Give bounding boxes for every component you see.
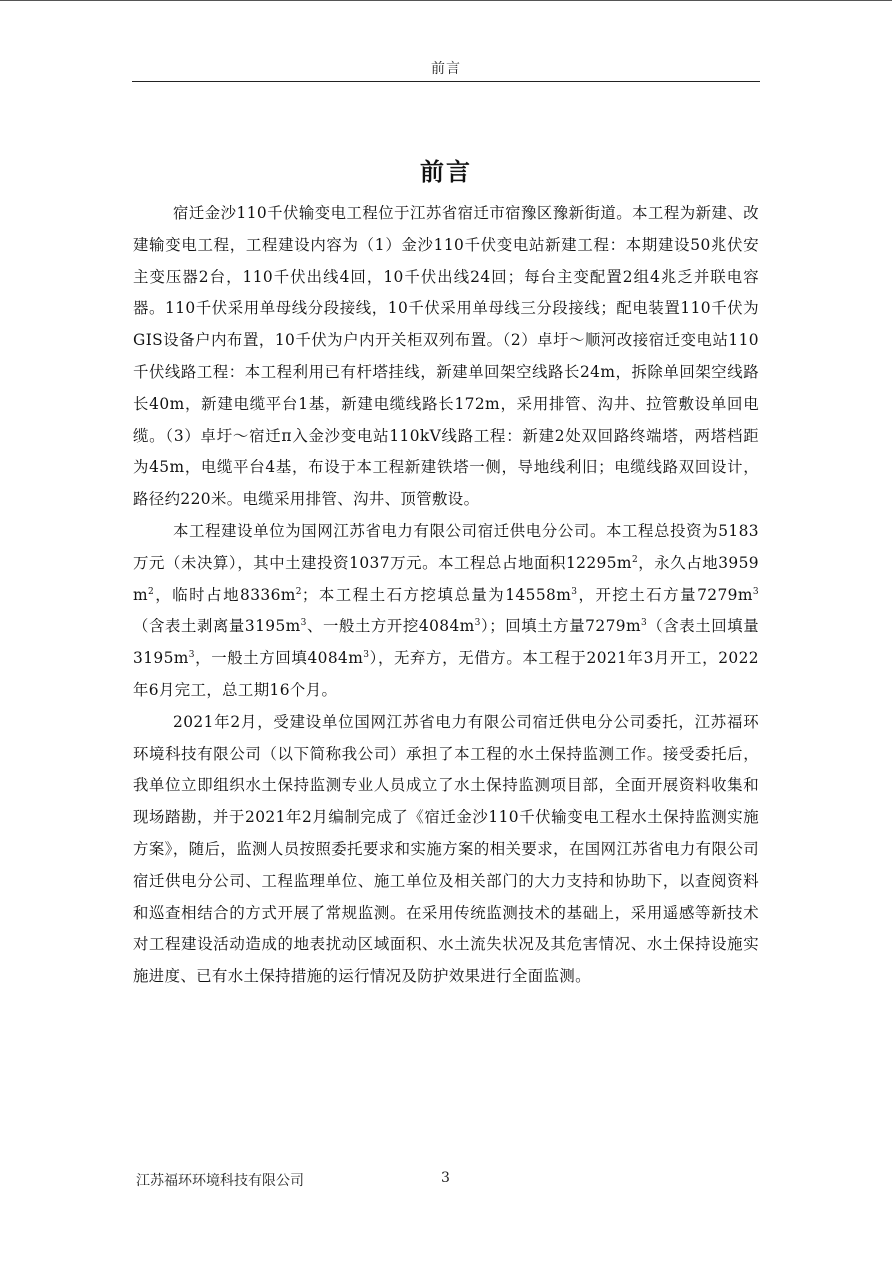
paragraph-text: ；本工程土石方挖填总量为14558m [301, 585, 572, 604]
superscript-exponent: 3 [188, 650, 195, 661]
superscript-exponent: 3 [363, 650, 370, 661]
body-text [133, 198, 759, 993]
paragraph-text: 、一般土方开挖4084m [306, 617, 475, 636]
paragraph-text: ）；回填土方量7279m [480, 617, 641, 636]
paragraph-project-overview [133, 198, 759, 516]
paragraph-text: ，开挖土石方量7279m [577, 585, 753, 604]
page-top-edge [0, 0, 892, 1]
page-title: 前言 [420, 157, 472, 186]
paragraph-text: ，永久占地3959m [133, 553, 759, 604]
superscript-exponent: 2 [631, 554, 639, 565]
paragraph-monitoring-work [133, 707, 759, 993]
superscript-exponent: 3 [300, 618, 307, 629]
superscript-exponent: 3 [640, 618, 648, 629]
paragraph-text: 2021年2月，受建设单位国网江苏省电力有限公司宿迁供电分公司委托，江苏福环环境科技有限公司（以下简称我公司）承担了本工程的水土保持监测工作。接受委托后，我单位立即组织水土保持监测专业人员成立了水土保持监测项目部，全面开展资料收集和现场踏勘，并于2021年2月编制完成了《宿迁金沙110千伏输变电工程水土保持监测实施方案》，随后，监测人员按照委托要求和实施方案的相关要求，在国网江苏省电力有限公司宿迁供电分公司、工程监理单位、施工单位及相关部门的大力支持和协助下，以查阅资料和巡查相结合的方式开展了常规监测。在采用传统监测技术的基础上，采用遥感等新技术对工程建设活动造成的地表扰动区域面积、水土流失状况及其危害情况、水土保持设施实施进度、已有水土保持措施的运行情况及防护效果进行全面监测。 [133, 712, 759, 986]
paragraph-text: ，临时占地8336m [154, 585, 296, 604]
page-number: 3 [441, 1170, 450, 1186]
header-divider [132, 81, 760, 82]
superscript-exponent: 2 [295, 586, 302, 597]
paragraph-text: （含表土回填量3195m [133, 617, 759, 668]
paragraph-text: 本工程建设单位为国网江苏省电力有限公司宿迁供电分公司。本工程总投资为5183万元（未决算），其中土建投资1037万元。本工程总占地面积12295m [133, 521, 759, 572]
footer-company: 江苏福环环境科技有限公司 [136, 1173, 304, 1189]
superscript-exponent: 2 [148, 586, 155, 597]
paragraph-text: ，一般土方回填4084m [194, 649, 364, 668]
paragraph-text: （含表土剥离量3195m [133, 617, 301, 636]
running-header: 前言 [431, 61, 461, 77]
superscript-exponent: 3 [752, 586, 760, 597]
paragraph-text: ），无弃方，无借方。本工程于2021年3月开工，2022年6月完工，总工期16个月。 [133, 649, 759, 699]
paragraph-investment-land [133, 516, 759, 707]
superscript-exponent: 3 [474, 618, 481, 629]
superscript-exponent: 3 [571, 586, 578, 597]
paragraph-text: 宿迁金沙110千伏输变电工程位于江苏省宿迁市宿豫区豫新街道。本工程为新建、改建输变电工程，工程建设内容为（1）金沙110千伏变电站新建工程：本期建设50兆伏安主变压器2台，110千伏出线4回，10千伏出线24回；每台主变配置2组4兆乏并联电容器。110千伏采用单母线分段接线，10千伏采用单母线三分段接线；配电装置110千伏为GIS设备户内布置，10千伏为户内开关柜双列布置。（2）卓圩～顺河改接宿迁变电站110千伏线路工程：本工程利用已有杆塔挂线，新建单回架空线路长24m，拆除单回架空线路长40m，新建电缆平台1基，新建电缆线路长172m，采用排管、沟井、拉管敷设单回电缆。（3）卓圩～宿迁π入金沙变电站110kV线路工程：新建2处双回路终端塔，两塔档距为45m，电缆平台4基，布设于本工程新建铁塔一侧，导地线利旧；电缆线路双回设计，路径约220米。电缆采用排管、沟井、顶管敷设。 [133, 204, 759, 509]
